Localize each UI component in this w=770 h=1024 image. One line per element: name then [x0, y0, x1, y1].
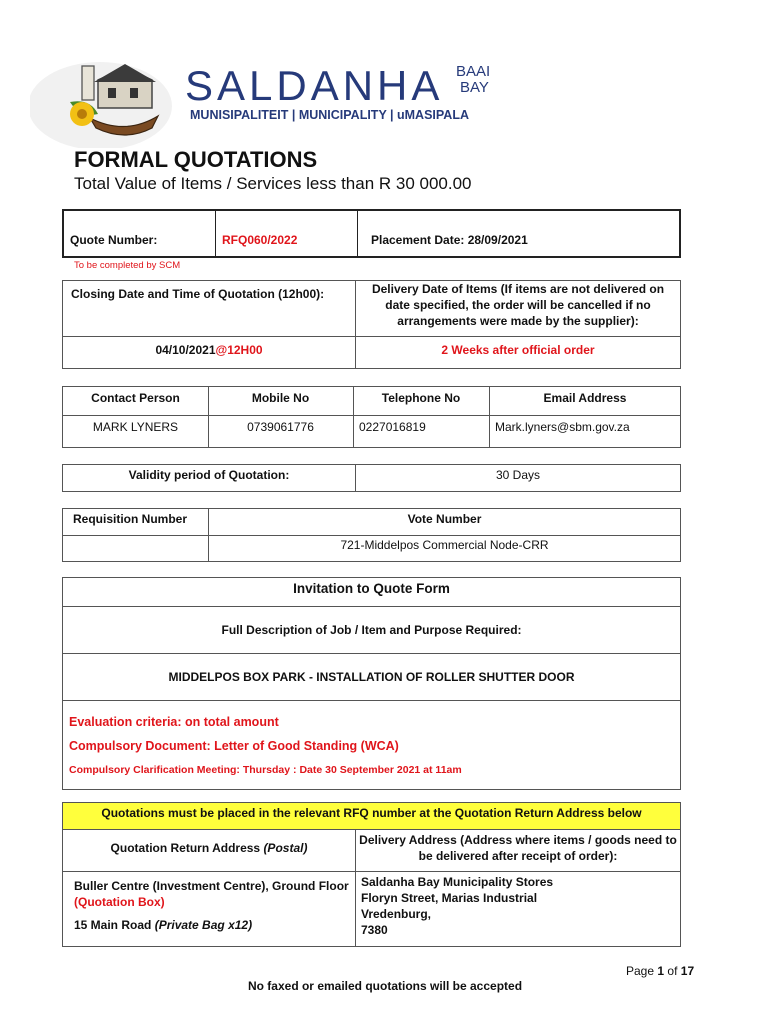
- validity-value: 30 Days: [495, 468, 541, 482]
- contacts-table: [62, 386, 681, 448]
- page-number: Page 1 of 17: [626, 964, 695, 978]
- contact-person-value: MARK LYNERS: [92, 420, 179, 434]
- postal-italic: (Postal): [263, 841, 308, 855]
- municipality-logo: [30, 58, 510, 148]
- validity-box: [62, 464, 681, 492]
- page-title: FORMAL QUOTATIONS: [74, 147, 318, 172]
- quotation-box-label: (Quotation Box): [74, 895, 165, 909]
- brand-bay: BAY: [460, 79, 489, 96]
- clarification-meeting: Compulsory Clarification Meeting: Thursday : Date 30 September 2021 at 11am: [69, 764, 462, 776]
- validity-label: Validity period of Quotation:: [128, 468, 290, 482]
- return-banner: Quotations must be placed in the relevant RFQ number at the Quotation Return Address below: [101, 806, 642, 820]
- telephone-header: Telephone No: [381, 391, 461, 405]
- vote-number-label: Vote Number: [407, 512, 482, 526]
- quote-number-value: RFQ060/2022: [222, 233, 298, 247]
- brand-baai: BAAI: [456, 63, 491, 80]
- closing-time: @12H00: [215, 343, 263, 357]
- postal-label: Quotation Return Address: [110, 841, 261, 855]
- email-value: Mark.lyners@sbm.gov.za: [495, 420, 630, 434]
- brand-name: SALDANHA: [185, 62, 444, 109]
- requisition-label: Requisition Number: [73, 512, 188, 526]
- address-line2: 15 Main Road: [74, 918, 152, 932]
- closing-label: Closing Date and Time of Quotation (12h00):: [71, 287, 325, 301]
- vote-number-value: 721-Middelpos Commercial Node-CRR: [340, 538, 549, 552]
- invitation-box: [62, 577, 681, 790]
- quote-number-label: Quote Number:: [70, 233, 158, 247]
- quote-number-box: [62, 209, 681, 258]
- compulsory-document: Compulsory Document: Letter of Good Standing (WCA): [69, 739, 399, 753]
- evaluation-criteria: Evaluation criteria: on total amount: [69, 715, 279, 729]
- placement-date: Placement Date: 28/09/2021: [371, 233, 528, 247]
- closing-date: 04/10/2021: [155, 343, 216, 357]
- address-line1: Buller Centre (Investment Centre), Ground Floor: [74, 879, 349, 893]
- delivery-address-label: Delivery Address (Address where items / goods need to be delivered after receipt of order):: [359, 833, 677, 863]
- telephone-value: 0227016819: [359, 420, 426, 434]
- footer-note: No faxed or emailed quotations will be accepted: [247, 979, 523, 993]
- mobile-header: Mobile No: [251, 391, 310, 405]
- delivery-date-value: 2 Weeks after official order: [441, 343, 595, 357]
- contact-person-header: Contact Person: [91, 391, 180, 405]
- delivery-line3: Vredenburg,: [361, 907, 432, 921]
- requisition-box: [62, 508, 681, 562]
- page-subtitle: Total Value of Items / Services less than R 30 000.00: [74, 174, 472, 193]
- logo-emblem-icon: [30, 58, 180, 148]
- delivery-date-label: Delivery Date of Items (If items are not delivered on date specified, the order will be cancelled if no arrangements were made by the supplier):: [371, 282, 665, 328]
- delivery-line2: Floryn Street, Marias Industrial: [361, 891, 538, 905]
- closing-date-box: [62, 280, 681, 369]
- delivery-line1: Saldanha Bay Municipality Stores: [361, 875, 554, 889]
- mobile-value: 0739061776: [247, 420, 314, 434]
- description-value: MIDDELPOS BOX PARK - INSTALLATION OF ROLLER SHUTTER DOOR: [168, 670, 575, 684]
- delivery-line4: 7380: [361, 923, 388, 937]
- description-label: Full Description of Job / Item and Purpose Required:: [221, 623, 522, 637]
- email-header: Email Address: [543, 391, 627, 405]
- return-address-box: [62, 802, 681, 947]
- brand-tagline: MUNISIPALITEIT | MUNICIPALITY | uMASIPALA: [190, 108, 469, 122]
- address-line2-italic: (Private Bag x12): [154, 918, 253, 932]
- invitation-title: Invitation to Quote Form: [293, 581, 450, 596]
- scm-note: To be completed by SCM: [74, 260, 181, 271]
